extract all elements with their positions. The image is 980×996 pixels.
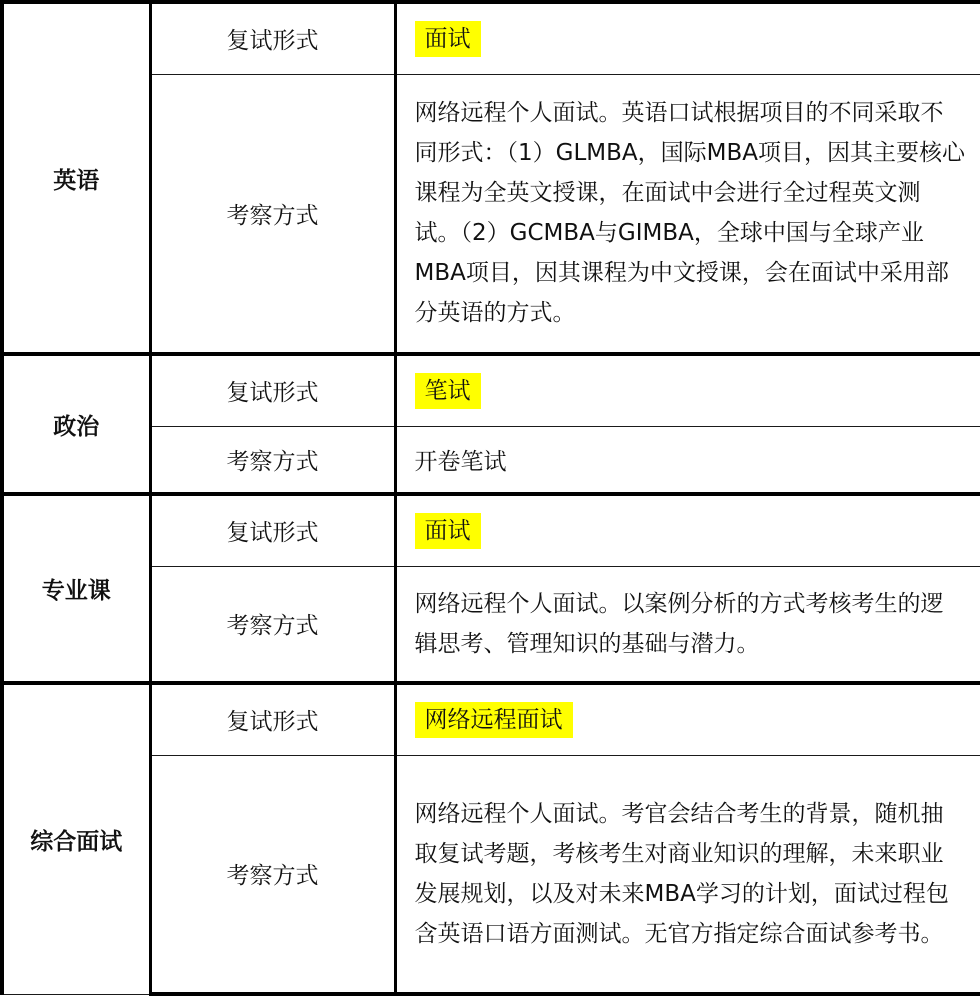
format-label: 复试形式 bbox=[150, 2, 395, 74]
format-label: 复试形式 bbox=[150, 683, 395, 755]
format-value-highlight: 网络远程面试 bbox=[415, 702, 573, 738]
method-label: 考察方式 bbox=[150, 74, 395, 354]
format-label: 复试形式 bbox=[150, 354, 395, 426]
method-value: 开卷笔试 bbox=[395, 426, 980, 494]
table-row bbox=[2, 2, 980, 74]
table-row bbox=[2, 494, 980, 566]
method-label: 考察方式 bbox=[150, 755, 395, 994]
format-value-highlight: 面试 bbox=[415, 513, 481, 549]
method-label: 考察方式 bbox=[150, 426, 395, 494]
method-label: 考察方式 bbox=[150, 566, 395, 683]
method-value: 网络远程个人面试。英语口试根据项目的不同采取不同形式：（1）GLMBA，国际MBA项目，因其主要核心课程为全英文授课，在面试中会进行全过程英文测试。（2）GCMBA与GIMBA，全球中国与全球产业MBA项目，因其课程为中文授课，会在面试中采用部分英语的方式。 bbox=[395, 74, 980, 354]
format-value-highlight: 面试 bbox=[415, 21, 481, 57]
subject-cell-comprehensive: 综合面试 bbox=[2, 683, 150, 994]
format-value-cell bbox=[395, 2, 980, 74]
format-value-cell bbox=[395, 494, 980, 566]
table-row bbox=[2, 354, 980, 426]
subject-cell-english: 英语 bbox=[2, 2, 150, 354]
subject-cell-major: 专业课 bbox=[2, 494, 150, 683]
subject-cell-politics: 政治 bbox=[2, 354, 150, 494]
format-value-highlight: 笔试 bbox=[415, 373, 481, 409]
method-value: 网络远程个人面试。考官会结合考生的背景，随机抽取复试考题，考核考生对商业知识的理解，未来职业发展规划，以及对未来MBA学习的计划，面试过程包含英语口语方面测试。无官方指定综合面试参考书。 bbox=[395, 755, 980, 994]
format-value-cell bbox=[395, 683, 980, 755]
method-value: 网络远程个人面试。以案例分析的方式考核考生的逻辑思考、管理知识的基础与潜力。 bbox=[395, 566, 980, 683]
format-value-cell bbox=[395, 354, 980, 426]
format-label: 复试形式 bbox=[150, 494, 395, 566]
table-row bbox=[2, 683, 980, 755]
